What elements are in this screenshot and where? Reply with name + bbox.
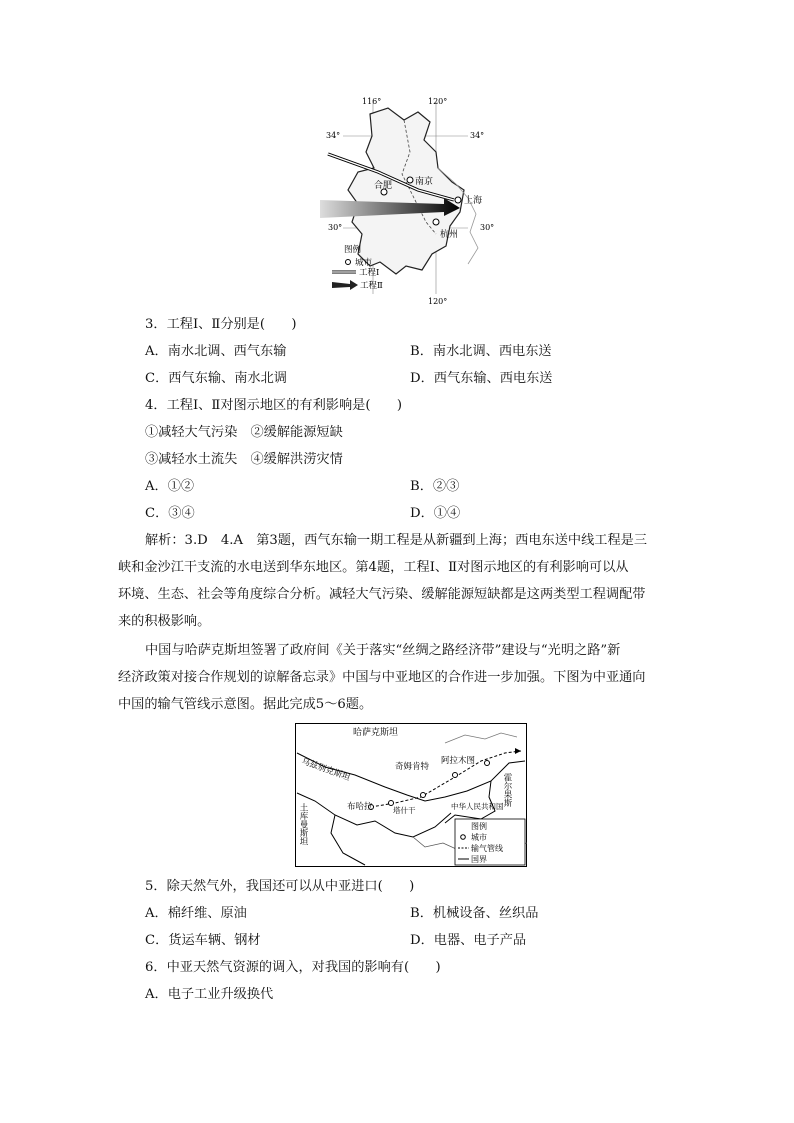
q5-option-d[interactable]: D．电器、电子产品 — [410, 933, 527, 948]
q3-option-b[interactable]: B．南水北调、西电东送 — [410, 344, 552, 359]
legend-city-marker — [346, 260, 351, 265]
q5-option-c[interactable]: C．货运车辆、钢材 — [145, 933, 261, 948]
map2-legend-city: 城市 — [471, 833, 487, 842]
city-marker-nanjing — [407, 177, 413, 183]
legend-project-2: 工程Ⅱ — [360, 281, 383, 291]
label-bukhara: 布哈拉 — [347, 802, 373, 812]
map2-legend-border: 国界 — [471, 855, 487, 864]
lon-label-116: 116° — [362, 97, 382, 106]
q3-option-d[interactable]: D．西气东输、西电东送 — [410, 371, 553, 386]
city-marker-chimkent — [421, 793, 426, 798]
city-hefei: 合肥 — [374, 181, 393, 191]
legend-city: 城市 — [355, 258, 373, 268]
map2-legend-pipeline: 输气管线 — [471, 844, 503, 853]
intro-line-3: 中国的输气管线示意图。据此完成5～6题。 — [118, 697, 373, 712]
map2-legend-title: 图例 — [471, 822, 487, 831]
q6-option-a[interactable]: A．电子工业升级换代 — [145, 987, 274, 1002]
q5-stem: 5．除天然气外，我国还可以从中亚进口( ) — [145, 879, 415, 894]
city-marker-hangzhou — [433, 219, 439, 225]
analysis-line-2: 峡和金沙江干支流的水电送到华东地区。第4题，工程Ⅰ、Ⅱ对图示地区的有利影响可以从 — [118, 560, 629, 575]
label-uzbekistan: 乌兹别克斯坦 — [299, 756, 352, 784]
analysis-line-1: 解析：3.D 4.A 第3题，西气东输一期工程是从新疆到上海；西电东送中线工程是三 — [145, 533, 648, 548]
map-east-china — [318, 94, 508, 306]
map-central-asia-pipeline — [295, 723, 527, 867]
label-turkmenistan: 土库曼斯坦 — [298, 803, 308, 846]
lat-label-34-left: 34° — [326, 131, 341, 140]
lon-label-120-bottom: 120° — [428, 297, 448, 306]
q3-stem: 3．工程Ⅰ、Ⅱ分别是( ) — [145, 317, 297, 332]
region-outline — [348, 108, 464, 274]
city-marker-tashkent — [389, 801, 394, 806]
q3-option-a[interactable]: A．南水北调、西气东输 — [145, 344, 287, 359]
legend-project-1: 工程Ⅰ — [359, 268, 380, 278]
q4-option-a[interactable]: A．①② — [145, 479, 195, 494]
map2-legend-city-marker — [461, 835, 466, 840]
lon-label-120-top: 120° — [428, 97, 448, 106]
q4-item-1: ①减轻大气污染 ②缓解能源短缺 — [145, 425, 343, 440]
city-marker-khorgos — [485, 761, 490, 766]
lat-label-34-right: 34° — [470, 131, 485, 140]
q3-option-c[interactable]: C．西气东输、南水北调 — [145, 371, 287, 386]
q4-option-b[interactable]: B．②③ — [410, 479, 460, 494]
label-china: 中华人民共和国 — [451, 802, 504, 811]
q4-stem: 4．工程Ⅰ、Ⅱ对图示地区的有利影响是( ) — [145, 398, 403, 413]
map2-legend-box — [455, 819, 525, 865]
q4-option-d[interactable]: D．①④ — [410, 506, 461, 521]
intro-line-2: 经济政策对接合作规划的谅解备忘录》中国与中亚地区的合作进一步加强。下图为中亚通向 — [118, 670, 646, 685]
legend-project-2-swatch — [332, 280, 358, 290]
city-marker-shanghai — [455, 197, 461, 203]
analysis-line-4: 来的积极影响。 — [118, 614, 211, 629]
q4-option-c[interactable]: C．③④ — [145, 506, 195, 521]
label-khorgos: 霍尔果斯 — [502, 773, 512, 807]
analysis-line-3: 环境、生态、社会等角度综合分析。减轻大气污染、缓解能源短缺都是这两类型工程调配带 — [118, 587, 646, 602]
q5-option-b[interactable]: B．机械设备、丝织品 — [410, 906, 539, 921]
city-marker-almaty — [453, 773, 458, 778]
intro-line-1: 中国与哈萨克斯坦签署了政府间《关于落实“丝绸之路经济带”建设与“光明之路”新 — [145, 643, 621, 658]
city-shanghai: 上海 — [464, 196, 483, 206]
label-chimkent: 奇姆肯特 — [395, 762, 430, 772]
label-almaty: 阿拉木图 — [441, 756, 476, 766]
label-kazakhstan: 哈萨克斯坦 — [353, 728, 399, 738]
lat-label-30-right: 30° — [480, 223, 495, 232]
legend-title: 图例 — [344, 245, 362, 255]
q4-item-2: ③减轻水土流失 ④缓解洪涝灾情 — [145, 452, 343, 467]
q6-stem: 6．中亚天然气资源的调入，对我国的影响有( ) — [145, 960, 441, 975]
city-hangzhou: 杭州 — [440, 230, 459, 240]
q5-option-a[interactable]: A．棉纤维、原油 — [145, 906, 247, 921]
label-tashkent: 塔什干 — [393, 806, 416, 815]
lat-label-30-left: 30° — [328, 223, 343, 232]
city-nanjing: 南京 — [415, 177, 434, 187]
